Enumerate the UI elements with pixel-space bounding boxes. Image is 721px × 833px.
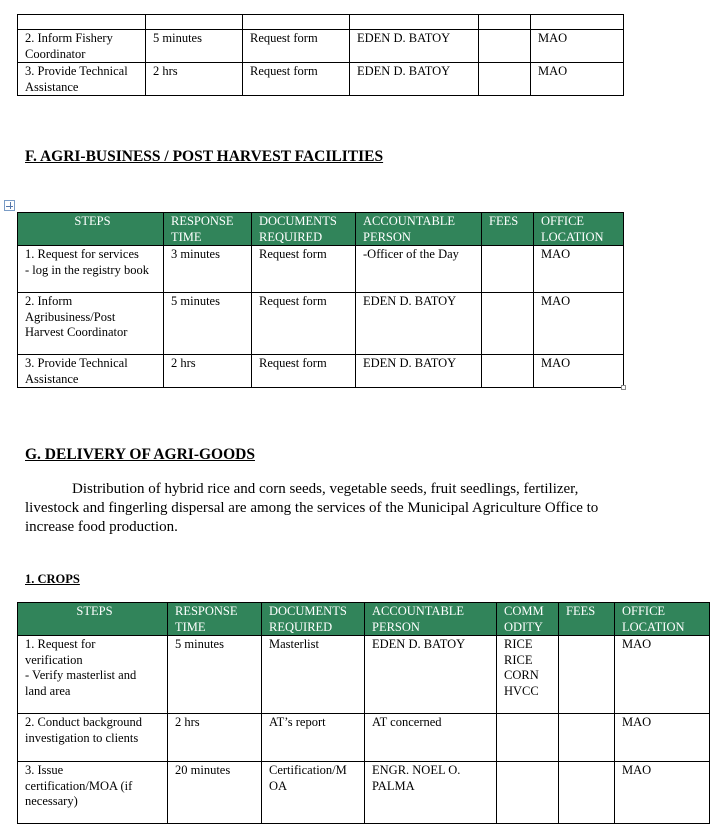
table-cell: MAO: [534, 355, 624, 388]
table-resize-handle[interactable]: [621, 385, 626, 390]
section-f-heading: F. AGRI-BUSINESS / POST HARVEST FACILITIES: [25, 148, 384, 165]
table-cell: [243, 15, 350, 30]
table-cell: MAO: [615, 762, 710, 824]
table-cell: [497, 714, 559, 762]
table-cell: [146, 15, 243, 30]
table-cell: Masterlist: [262, 636, 365, 714]
table-cell: ENGR. NOEL O. PALMA: [365, 762, 497, 824]
table-cell: 5 minutes: [146, 30, 243, 63]
table-cell: 3. Issue certification/MOA (if necessary): [18, 762, 168, 824]
table-cell: Request form: [243, 30, 350, 63]
table-row: [18, 636, 710, 714]
column-header-response-time: RESPONSE TIME: [168, 603, 262, 636]
table-cell: 2. Conduct background investigation to clients: [18, 714, 168, 762]
table-row: [18, 30, 624, 63]
table-cell: 3 minutes: [164, 246, 252, 293]
table-header-row: [18, 213, 624, 246]
table-cell: 2. Inform Agribusiness/Post Harvest Coordinator: [18, 293, 164, 355]
column-header-steps: STEPS: [18, 603, 168, 636]
table-move-handle-icon[interactable]: [4, 200, 15, 211]
table-row: [18, 63, 624, 96]
column-header-office: OFFICE LOCATION: [534, 213, 624, 246]
table-row: [18, 15, 624, 30]
table-cell: 5 minutes: [168, 636, 262, 714]
table-cell: [482, 293, 534, 355]
table-row: [18, 293, 624, 355]
table-cell: [531, 15, 624, 30]
column-header-steps: STEPS: [18, 213, 164, 246]
table-cell: 5 minutes: [164, 293, 252, 355]
table-cell: [497, 762, 559, 824]
column-header-documents: DOCUMENTS REQUIRED: [262, 603, 365, 636]
table-row: [18, 355, 624, 388]
table-cell: 3. Provide Technical Assistance: [18, 355, 164, 388]
table-cell: [479, 30, 531, 63]
table-cell: [482, 355, 534, 388]
table-cell: [482, 246, 534, 293]
table-cell: MAO: [531, 30, 624, 63]
table-row: [18, 246, 624, 293]
column-header-office: OFFICE LOCATION: [615, 603, 710, 636]
crops-services-table: [17, 602, 710, 824]
table-cell: AT concerned: [365, 714, 497, 762]
table-cell: 20 minutes: [168, 762, 262, 824]
column-header-accountable: ACCOUNTABLE PERSON: [356, 213, 482, 246]
table-cell: [559, 762, 615, 824]
column-header-fees: FEES: [482, 213, 534, 246]
table-row: [18, 714, 710, 762]
column-header-accountable: ACCOUNTABLE PERSON: [365, 603, 497, 636]
table-row: [18, 762, 710, 824]
section-g-paragraph: Distribution of hybrid rice and corn seeds, vegetable seeds, fruit seedlings, fertilizer, livestock and fingerling dispersal are among the services of the Municipal Agriculture Office to increase food production.: [25, 481, 599, 535]
table-cell: MAO: [534, 293, 624, 355]
table-cell: EDEN D. BATOY: [356, 293, 482, 355]
table-cell: [559, 636, 615, 714]
table-cell: 2. Inform Fishery Coordinator: [18, 30, 146, 63]
table-cell: [479, 15, 531, 30]
table-cell: [18, 15, 146, 30]
column-header-response-time: RESPONSE TIME: [164, 213, 252, 246]
table-cell: EDEN D. BATOY: [350, 30, 479, 63]
column-header-fees: FEES: [559, 603, 615, 636]
agribusiness-services-table: [17, 212, 624, 388]
table-cell: 2 hrs: [168, 714, 262, 762]
table-cell: MAO: [531, 63, 624, 96]
table-cell: -Officer of the Day: [356, 246, 482, 293]
table-cell: Request form: [252, 355, 356, 388]
table-cell: MAO: [615, 636, 710, 714]
table-cell: 2 hrs: [146, 63, 243, 96]
table-cell: RICE RICE CORN HVCC: [497, 636, 559, 714]
table-cell: Request form: [252, 246, 356, 293]
column-header-documents: DOCUMENTS REQUIRED: [252, 213, 356, 246]
table-cell: 1. Request for verification - Verify masterlist and land area: [18, 636, 168, 714]
table-cell: Request form: [243, 63, 350, 96]
table-cell: Certification/M OA: [262, 762, 365, 824]
table-cell: 1. Request for services - log in the registry book: [18, 246, 164, 293]
section-g-heading: G. DELIVERY OF AGRI-GOODS: [25, 446, 255, 463]
table-cell: MAO: [615, 714, 710, 762]
table-cell: EDEN D. BATOY: [350, 63, 479, 96]
table-cell: [479, 63, 531, 96]
table-cell: MAO: [534, 246, 624, 293]
table-cell: Request form: [252, 293, 356, 355]
table-cell: [350, 15, 479, 30]
crops-heading: 1. CROPS: [25, 572, 80, 586]
table-cell: 3. Provide Technical Assistance: [18, 63, 146, 96]
column-header-commodity: COMM ODITY: [497, 603, 559, 636]
table-cell: EDEN D. BATOY: [365, 636, 497, 714]
table-header-row: [18, 603, 710, 636]
table-cell: EDEN D. BATOY: [356, 355, 482, 388]
fishery-services-table: [17, 14, 624, 96]
table-cell: 2 hrs: [164, 355, 252, 388]
table-cell: AT’s report: [262, 714, 365, 762]
table-cell: [559, 714, 615, 762]
